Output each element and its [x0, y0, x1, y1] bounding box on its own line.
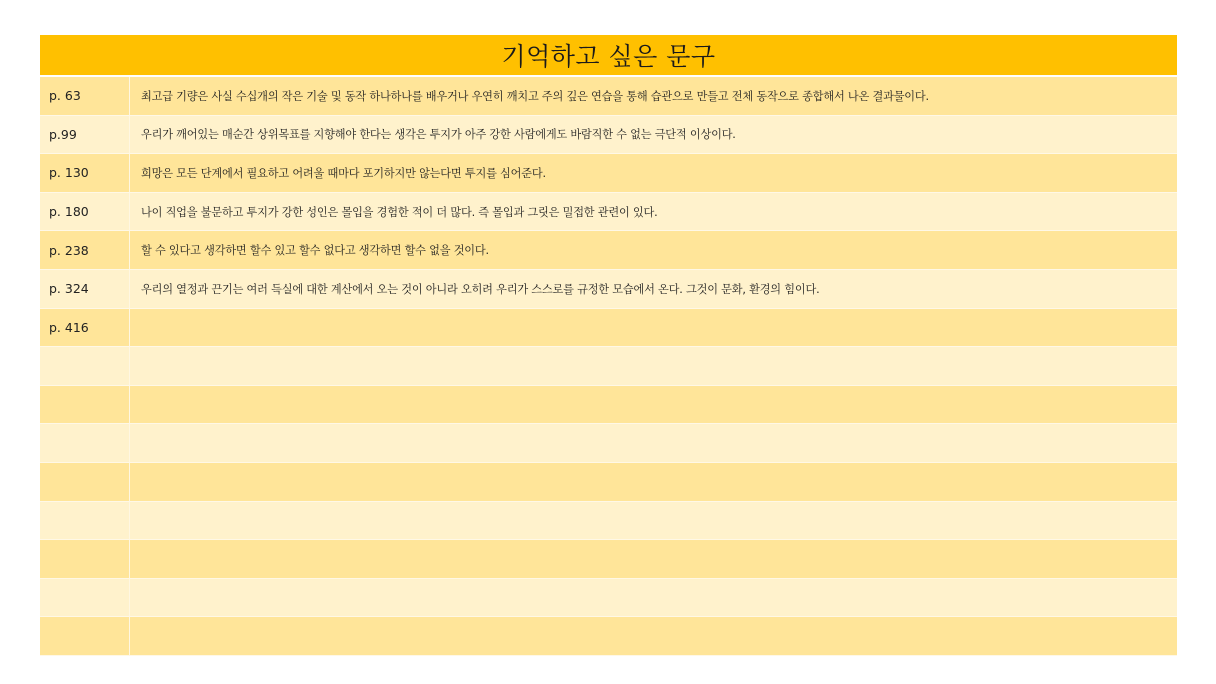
title-bar: [40, 35, 1177, 77]
quote-text-cell: 최고급 기량은 사실 수십개의 작은 기술 및 동작 하나하나를 배우거나 우연히 깨치고 주의 깊은 연습을 통해 습관으로 만들고 전체 동작으로 종합해서 나온 결과물이다.: [141, 89, 929, 103]
table-row: [40, 617, 1177, 656]
table-row: [40, 193, 1177, 232]
table-row: [40, 154, 1177, 193]
quote-text-cell: 우리가 깨어있는 매순간 상위목표를 지향해야 한다는 생각은 투지가 아주 강한 사람에게도 바람직한 수 없는 극단적 이상이다.: [141, 128, 736, 142]
page-number-cell: p. 324: [40, 270, 130, 308]
page-title: 기억하고 싶은 문구: [501, 42, 716, 71]
page-number-cell: p. 130: [40, 154, 130, 192]
table-row: [40, 347, 1177, 386]
quote-text-cell: 할 수 있다고 생각하면 할수 있고 할수 없다고 생각하면 할수 없을 것이다.: [141, 244, 489, 258]
quote-text-cell: 우리의 열정과 끈기는 여러 득실에 대한 계산에서 오는 것이 아니라 오히려 우리가 스스로를 규정한 모습에서 온다. 그것이 문화, 환경의 힘이다.: [141, 282, 820, 296]
table-row: [40, 579, 1177, 618]
page-number-cell: [40, 347, 130, 385]
page-number-cell: p. 63: [40, 77, 130, 115]
table-row: [40, 540, 1177, 579]
table-row: [40, 463, 1177, 502]
page-number-cell: p. 238: [40, 231, 130, 269]
page-number-cell: p. 416: [40, 309, 130, 347]
quote-text-cell: 희망은 모든 단계에서 필요하고 어려울 때마다 포기하지만 않는다면 투지를 심어준다.: [141, 166, 546, 180]
table-row: [40, 77, 1177, 116]
page-number-cell: [40, 617, 130, 655]
page-number-cell: [40, 502, 130, 540]
quote-table: [40, 77, 1177, 656]
table-row: [40, 309, 1177, 348]
table-row: [40, 116, 1177, 155]
page-number-cell: [40, 540, 130, 578]
table-row: [40, 231, 1177, 270]
page-number-cell: [40, 424, 130, 462]
page-number-cell: [40, 386, 130, 424]
table-row: [40, 502, 1177, 541]
table-row: [40, 424, 1177, 463]
page-number-cell: p.99: [40, 116, 130, 154]
table-row: [40, 270, 1177, 309]
page-number-cell: [40, 579, 130, 617]
page-number-cell: p. 180: [40, 193, 130, 231]
page-number-cell: [40, 463, 130, 501]
quote-slide: [40, 35, 1177, 656]
quote-text-cell: 나이 직업을 불문하고 투지가 강한 성인은 몰입을 경험한 적이 더 많다. 즉 몰입과 그릿은 밀접한 관련이 있다.: [141, 205, 658, 219]
table-row: [40, 386, 1177, 425]
